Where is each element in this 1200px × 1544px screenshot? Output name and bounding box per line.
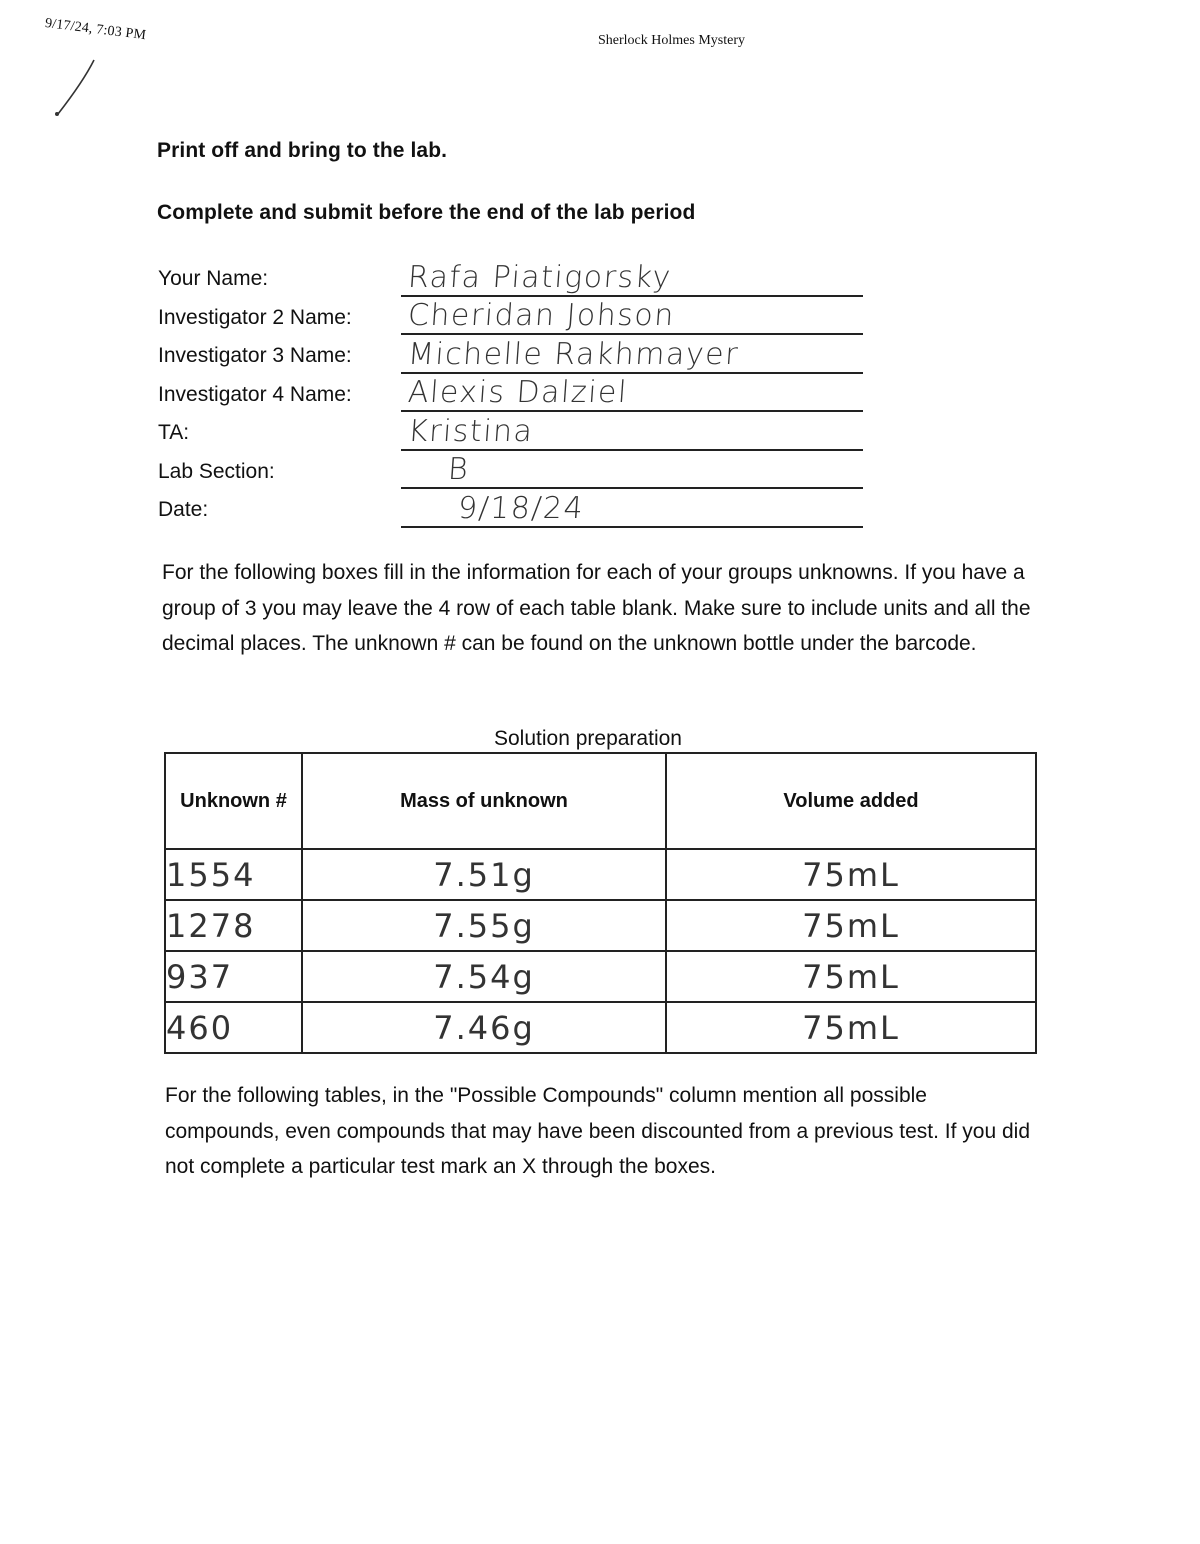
date-label: Date: [158, 498, 209, 521]
document-title: Sherlock Holmes Mystery [598, 33, 745, 48]
cell-unknown[interactable]: 937 [165, 951, 302, 1002]
table-row [165, 951, 1036, 1002]
ta-row [158, 412, 863, 451]
pen-check-mark [50, 56, 100, 120]
investigator-4-label: Investigator 4 Name: [158, 382, 352, 406]
date-row [158, 489, 863, 528]
investigator-4-value[interactable]: Alexis Dalziel [406, 375, 629, 410]
cell-unknown[interactable]: 1278 [165, 900, 302, 951]
investigator-2-row [158, 297, 863, 336]
lab-section-value[interactable]: B [446, 452, 471, 487]
unknowns-instructions: For the following boxes fill in the information for each of your groups unknowns. If you have a group of 3 you may leave the 4 row of each table blank. Make sure to include units and all the decimal places. The unknown # can be found on the unknown bottle under the barcode. [162, 561, 1031, 655]
lab-section-label: Lab Section: [158, 459, 275, 483]
cell-mass[interactable]: 7.54g [302, 951, 666, 1002]
ta-label: TA: [158, 421, 190, 444]
cell-volume[interactable]: 75mL [666, 951, 1036, 1002]
header-mass: Mass of unknown [302, 753, 666, 849]
cell-volume[interactable]: 75mL [666, 1002, 1036, 1053]
date-line [401, 526, 863, 528]
solution-preparation-table [164, 752, 1037, 1054]
header-volume: Volume added [666, 753, 1036, 849]
date-value[interactable]: 9/18/24 [456, 490, 586, 526]
table-header-row [165, 753, 1036, 849]
ta-value[interactable]: Kristina [406, 413, 535, 449]
your-name-row [158, 258, 863, 297]
investigator-2-label: Investigator 2 Name: [158, 305, 352, 329]
print-instruction: Print off and bring to the lab. [157, 139, 448, 162]
investigator-info-form [158, 258, 863, 528]
investigator-3-value[interactable]: Michelle Rakhmayer [406, 336, 741, 372]
your-name-label: Your Name: [158, 267, 269, 290]
cell-mass[interactable]: 7.55g [302, 900, 666, 951]
cell-mass[interactable]: 7.51g [302, 849, 666, 900]
cell-volume[interactable]: 75mL [666, 900, 1036, 951]
submit-instruction: Complete and submit before the end of the lab period [157, 201, 696, 224]
investigator-2-value[interactable]: Cheridan Johson [406, 298, 677, 333]
investigator-3-label: Investigator 3 Name: [158, 344, 352, 367]
table-row [165, 849, 1036, 900]
your-name-value[interactable]: Rafa Piatigorsky [406, 259, 673, 295]
print-timestamp: 9/17/24, 7:03 PM [44, 16, 147, 44]
investigator-3-row [158, 335, 863, 374]
cell-volume[interactable]: 75mL [666, 849, 1036, 900]
cell-unknown[interactable]: 1554 [165, 849, 302, 900]
cell-mass[interactable]: 7.46g [302, 1002, 666, 1053]
cell-unknown[interactable]: 460 [165, 1002, 302, 1053]
lab-section-row [158, 451, 863, 490]
possible-compounds-instructions: For the following tables, in the "Possible Compounds" column mention all possible compounds, even compounds that may have been discounted from a previous test. If you did not complete a particular test mark an X through the boxes. [165, 1084, 1031, 1178]
table-caption: Solution preparation [494, 727, 682, 750]
header-unknown: Unknown # [165, 753, 302, 849]
investigator-4-row [158, 374, 863, 413]
table-row [165, 900, 1036, 951]
table-row [165, 1002, 1036, 1053]
